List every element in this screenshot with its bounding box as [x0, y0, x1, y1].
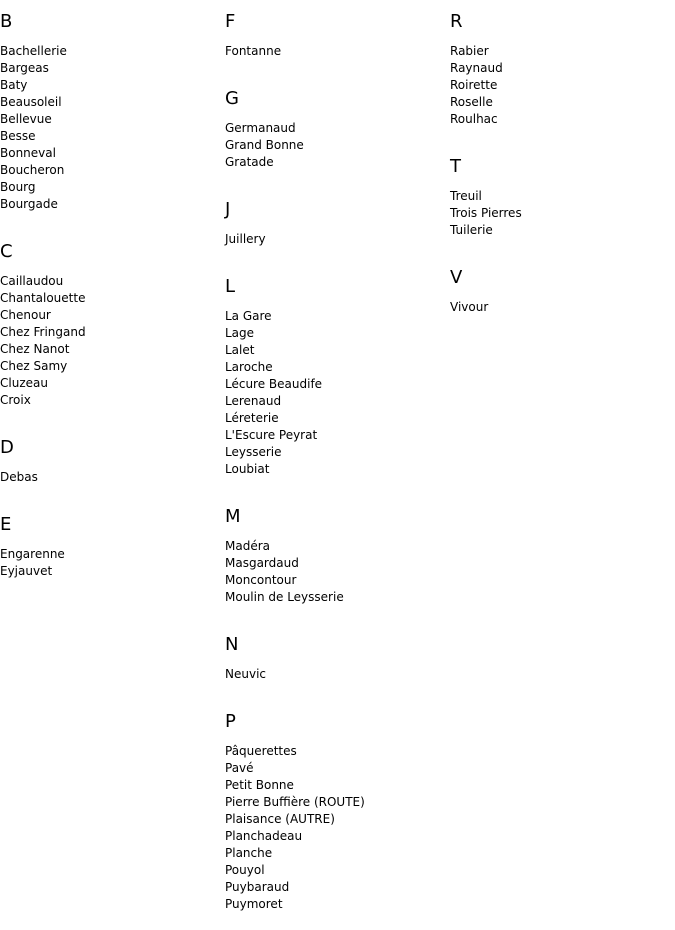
- letter-group: [0, 0, 225, 213]
- place-link[interactable]: Chez Samy: [0, 359, 68, 373]
- place-list-item: [450, 94, 675, 111]
- place-list-item: [450, 77, 675, 94]
- place-list-item: [225, 359, 450, 376]
- place-list-item: [225, 589, 450, 606]
- place-link[interactable]: Leysserie: [225, 445, 282, 459]
- place-link[interactable]: Plaisance (AUTRE): [225, 812, 335, 826]
- place-list-item: [0, 358, 225, 375]
- place-link[interactable]: Debas: [0, 470, 38, 484]
- place-list-item: [0, 341, 225, 358]
- letter-heading: F: [225, 11, 236, 32]
- place-list-item: [225, 879, 450, 896]
- place-link[interactable]: L'Escure Peyrat: [225, 428, 318, 442]
- place-link[interactable]: Beausoleil: [0, 95, 62, 109]
- place-link[interactable]: Treuil: [450, 189, 482, 203]
- place-link[interactable]: Petit Bonne: [225, 778, 294, 792]
- place-list: [450, 188, 675, 239]
- place-list-item: [225, 538, 450, 555]
- place-list-item: [0, 196, 225, 213]
- place-list-item: [0, 60, 225, 77]
- place-link[interactable]: Loubiat: [225, 462, 270, 476]
- place-link[interactable]: Chez Fringand: [0, 325, 86, 339]
- place-link[interactable]: Lage: [225, 326, 255, 340]
- place-list: [0, 546, 225, 580]
- place-link[interactable]: Juillery: [225, 232, 266, 246]
- place-list-item: [225, 120, 450, 137]
- place-link[interactable]: Léreterie: [225, 411, 279, 425]
- place-list-item: [0, 546, 225, 563]
- place-list-item: [0, 162, 225, 179]
- place-list: [0, 273, 225, 409]
- letter-group: [225, 495, 450, 606]
- place-list: [450, 43, 675, 128]
- letter-heading: M: [225, 506, 241, 527]
- place-link[interactable]: Puymoret: [225, 897, 283, 911]
- letter-heading: P: [225, 711, 236, 732]
- place-link[interactable]: Vivour: [450, 300, 489, 314]
- column-2: [225, 0, 450, 930]
- letter-group: [450, 256, 675, 316]
- place-list-item: [0, 94, 225, 111]
- place-list-item: [0, 273, 225, 290]
- place-list-item: [0, 392, 225, 409]
- place-list-item: [450, 60, 675, 77]
- letter-group: [225, 700, 450, 913]
- place-link[interactable]: Trois Pierres: [450, 206, 522, 220]
- place-list-item: [225, 137, 450, 154]
- letter-heading: L: [225, 276, 236, 297]
- letter-group: [0, 426, 225, 486]
- place-link[interactable]: Boucheron: [0, 163, 65, 177]
- place-list-item: [225, 393, 450, 410]
- letter-group: [225, 623, 450, 683]
- place-link[interactable]: Raynaud: [450, 61, 503, 75]
- letter-heading: B: [0, 11, 13, 32]
- place-link[interactable]: Pierre Buffière (ROUTE): [225, 795, 365, 809]
- place-link[interactable]: Bachellerie: [0, 44, 67, 58]
- place-link[interactable]: Besse: [0, 129, 36, 143]
- place-link[interactable]: Cluzeau: [0, 376, 48, 390]
- place-list: [225, 743, 450, 913]
- place-link[interactable]: Bourg: [0, 180, 36, 194]
- place-list-item: [0, 307, 225, 324]
- place-list: [225, 538, 450, 606]
- place-link[interactable]: Moncontour: [225, 573, 297, 587]
- letter-heading: T: [450, 156, 461, 177]
- letter-heading: D: [0, 437, 14, 458]
- place-link[interactable]: Masgardaud: [225, 556, 299, 570]
- place-link[interactable]: Rabier: [450, 44, 489, 58]
- place-list: [450, 299, 675, 316]
- place-list: [225, 231, 450, 248]
- place-link[interactable]: Germanaud: [225, 121, 296, 135]
- place-list: [225, 308, 450, 478]
- letter-group: [450, 145, 675, 239]
- place-link[interactable]: Lécure Beaudife: [225, 377, 323, 391]
- letter-group: [225, 0, 450, 60]
- letter-group: [0, 230, 225, 409]
- place-list-item: [225, 555, 450, 572]
- letter-group: [0, 503, 225, 580]
- place-list-item: [225, 231, 450, 248]
- place-link[interactable]: Madéra: [225, 539, 270, 553]
- place-link[interactable]: Gratade: [225, 155, 274, 169]
- place-link[interactable]: Pâquerettes: [225, 744, 297, 758]
- place-link[interactable]: Engarenne: [0, 547, 65, 561]
- place-list-item: [225, 43, 450, 60]
- place-link[interactable]: Chantalouette: [0, 291, 86, 305]
- place-list-item: [450, 111, 675, 128]
- place-list-item: [225, 444, 450, 461]
- place-link[interactable]: Planche: [225, 846, 273, 860]
- place-list: [225, 666, 450, 683]
- letter-heading: N: [225, 634, 239, 655]
- place-list-item: [0, 111, 225, 128]
- place-list-item: [225, 794, 450, 811]
- place-list-item: [225, 427, 450, 444]
- letter-group: [225, 265, 450, 478]
- place-list-item: [0, 469, 225, 486]
- place-list-item: [225, 896, 450, 913]
- place-link[interactable]: Puybaraud: [225, 880, 290, 894]
- place-list-item: [225, 325, 450, 342]
- place-link[interactable]: Grand Bonne: [225, 138, 304, 152]
- place-link[interactable]: Eyjauvet: [0, 564, 53, 578]
- letter-heading: E: [0, 514, 12, 535]
- place-link[interactable]: Bonneval: [0, 146, 56, 160]
- place-link[interactable]: Bourgade: [0, 197, 58, 211]
- place-list-item: [0, 128, 225, 145]
- place-list-item: [225, 410, 450, 427]
- place-list-item: [225, 845, 450, 862]
- place-list-item: [450, 188, 675, 205]
- place-list-item: [225, 572, 450, 589]
- place-link[interactable]: Lerenaud: [225, 394, 282, 408]
- letter-heading: J: [225, 199, 231, 220]
- place-list-item: [225, 342, 450, 359]
- place-link[interactable]: Baty: [0, 78, 28, 92]
- place-link[interactable]: Lalet: [225, 343, 255, 357]
- place-list-item: [0, 77, 225, 94]
- place-list: [225, 43, 450, 60]
- place-list-item: [225, 811, 450, 828]
- place-link[interactable]: Croix: [0, 393, 31, 407]
- letter-group: [225, 188, 450, 248]
- place-list-item: [225, 666, 450, 683]
- place-link[interactable]: Tuilerie: [450, 223, 493, 237]
- place-list-item: [0, 324, 225, 341]
- place-link[interactable]: Bargeas: [0, 61, 49, 75]
- place-list-item: [0, 145, 225, 162]
- place-link[interactable]: Fontanne: [225, 44, 282, 58]
- place-list-item: [225, 743, 450, 760]
- place-link[interactable]: Planchadeau: [225, 829, 303, 843]
- place-list-item: [225, 862, 450, 879]
- place-list-item: [225, 308, 450, 325]
- place-link[interactable]: Pouyol: [225, 863, 265, 877]
- place-list-item: [450, 299, 675, 316]
- letter-group: [225, 77, 450, 171]
- letter-group: [450, 0, 675, 128]
- place-link[interactable]: Chenour: [0, 308, 51, 322]
- column-1: [0, 0, 225, 597]
- place-link[interactable]: Roselle: [450, 95, 493, 109]
- place-list: [225, 120, 450, 171]
- place-list-item: [225, 760, 450, 777]
- place-list-item: [0, 375, 225, 392]
- place-list: [0, 43, 225, 213]
- place-list-item: [225, 376, 450, 393]
- place-link[interactable]: Chez Nanot: [0, 342, 70, 356]
- place-link[interactable]: La Gare: [225, 309, 272, 323]
- letter-heading: G: [225, 88, 239, 109]
- place-link[interactable]: Moulin de Leysserie: [225, 590, 344, 604]
- place-link[interactable]: Pavé: [225, 761, 254, 775]
- place-list-item: [450, 43, 675, 60]
- place-list-item: [225, 461, 450, 478]
- place-list-item: [225, 828, 450, 845]
- letter-heading: V: [450, 267, 463, 288]
- place-list-item: [450, 222, 675, 239]
- place-link[interactable]: Neuvic: [225, 667, 266, 681]
- place-link[interactable]: Roirette: [450, 78, 498, 92]
- place-list-item: [0, 43, 225, 60]
- place-list-item: [225, 777, 450, 794]
- place-list-item: [450, 205, 675, 222]
- place-link[interactable]: Roulhac: [450, 112, 498, 126]
- place-list: [0, 469, 225, 486]
- place-link[interactable]: Bellevue: [0, 112, 52, 126]
- place-list-item: [0, 290, 225, 307]
- place-list-item: [0, 179, 225, 196]
- place-link[interactable]: Caillaudou: [0, 274, 64, 288]
- letter-heading: R: [450, 11, 463, 32]
- place-list-item: [225, 154, 450, 171]
- column-3: [450, 0, 675, 333]
- letter-heading: C: [0, 241, 13, 262]
- place-link[interactable]: Laroche: [225, 360, 273, 374]
- place-list-item: [0, 563, 225, 580]
